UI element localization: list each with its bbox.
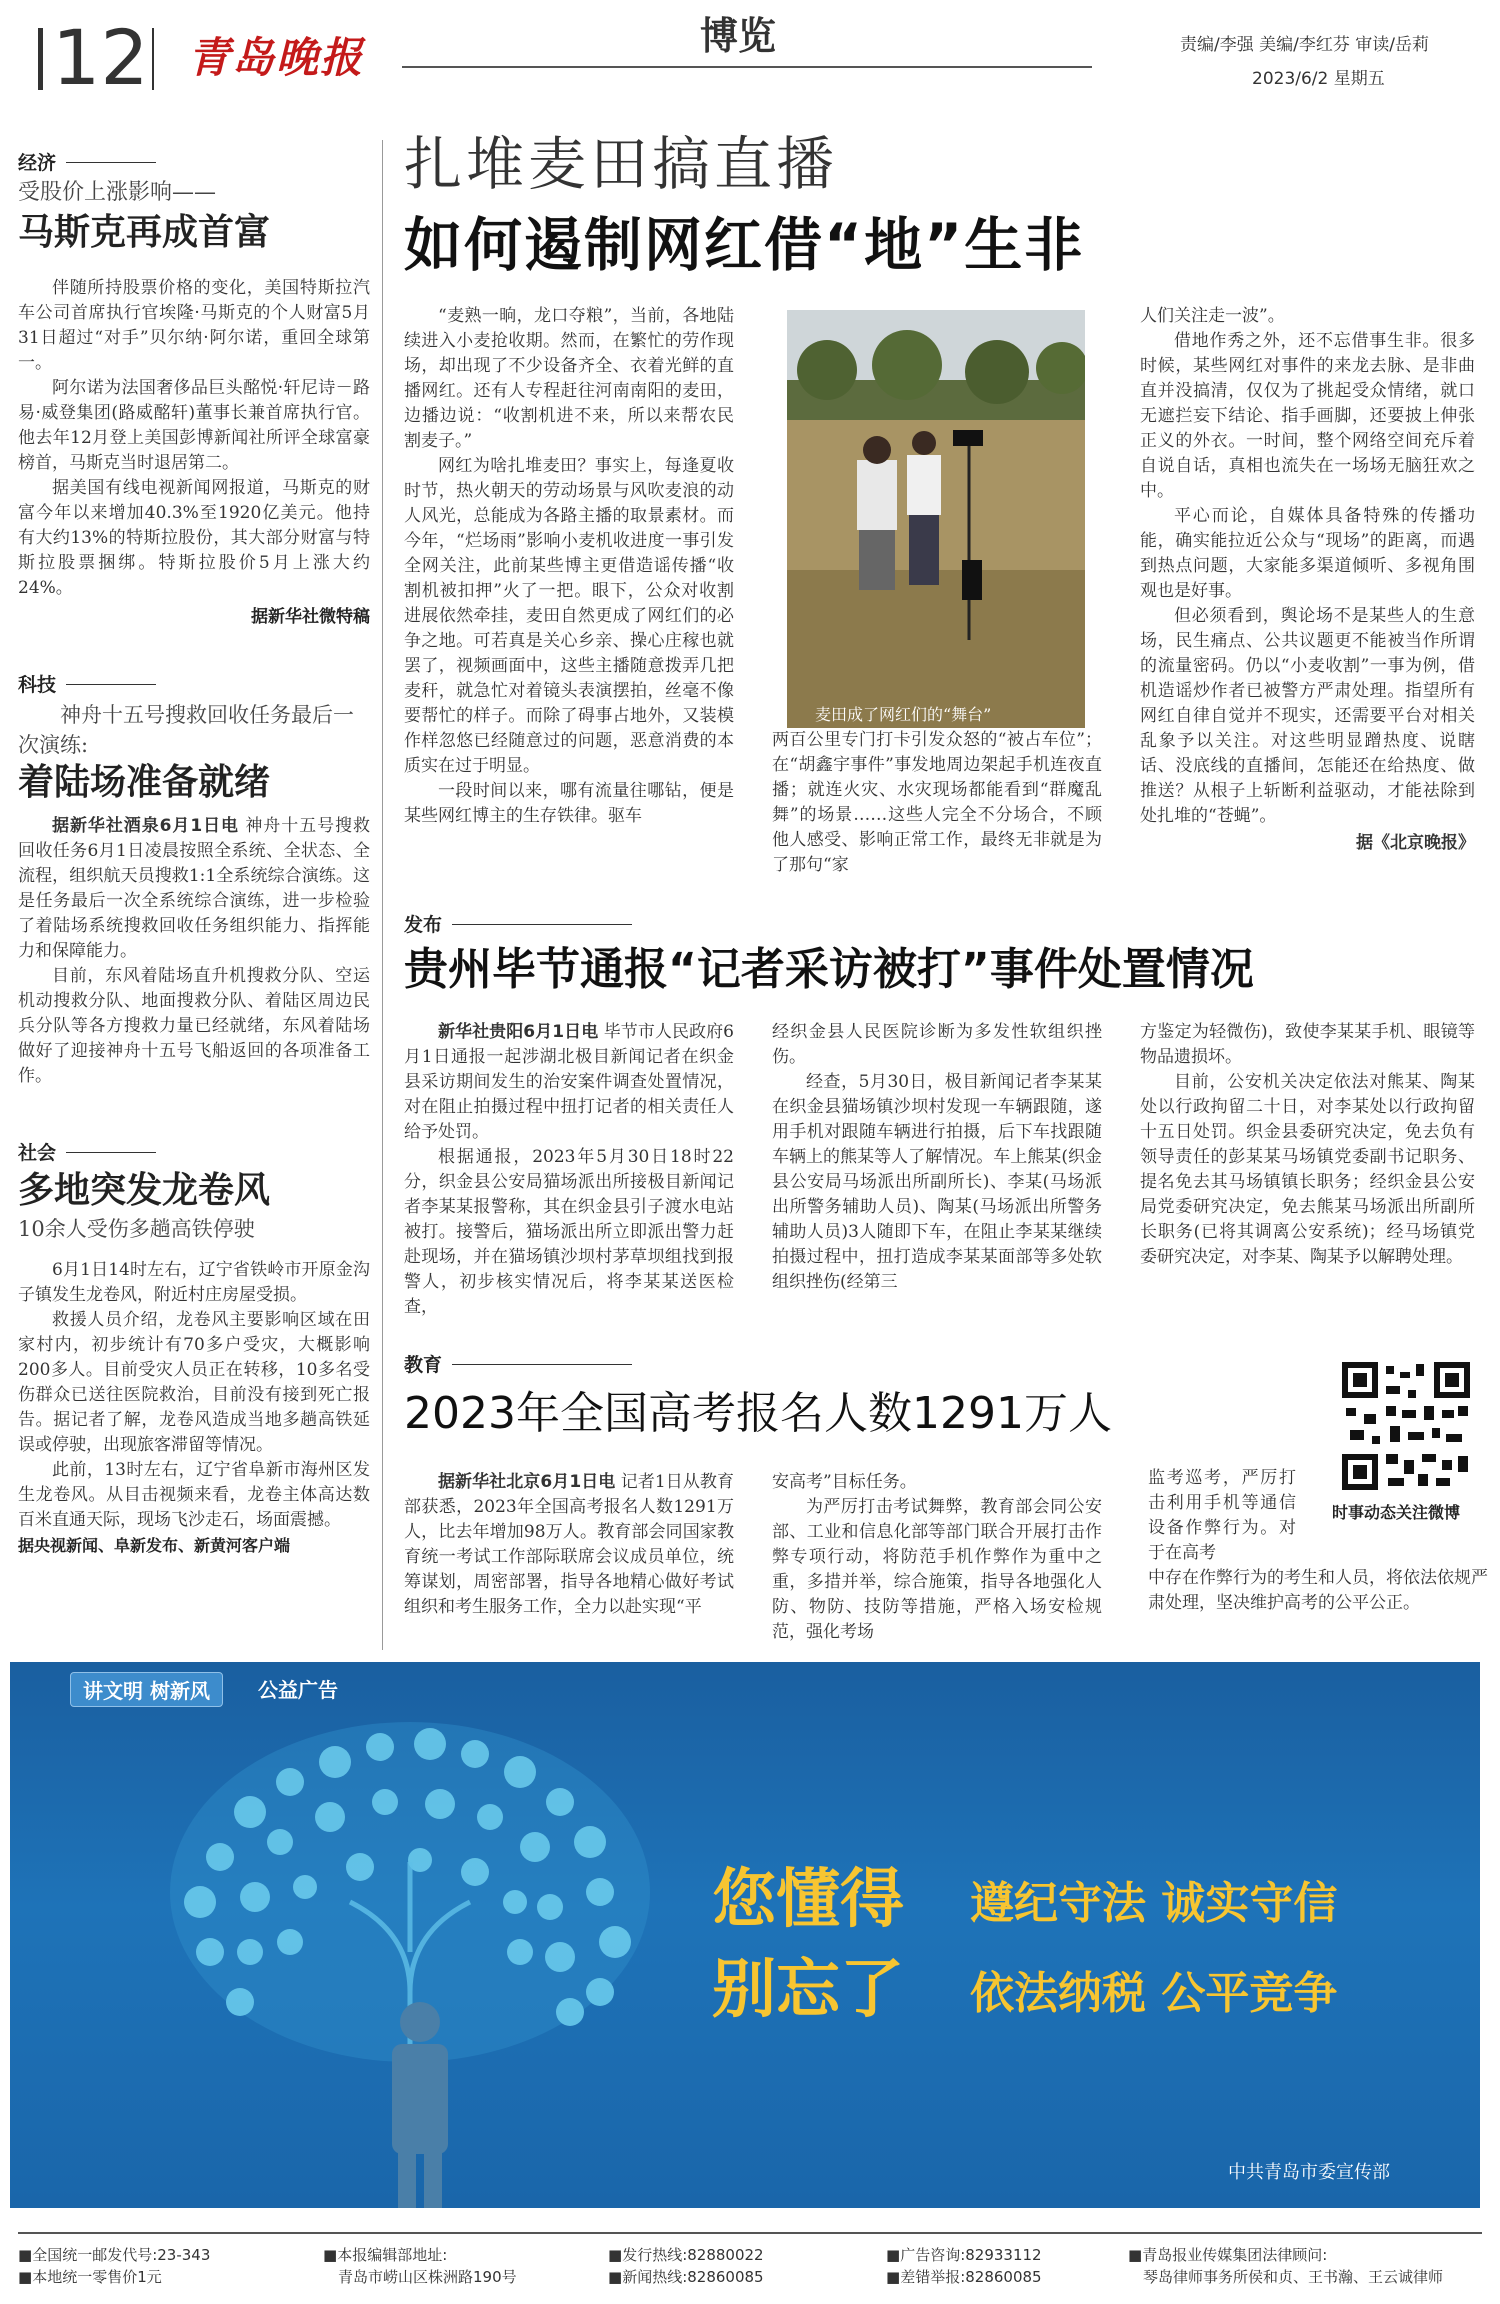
guizhou-paragraph: 方鉴定为轻微伤)，致使李某某手机、眼镜等物品遗损坏。 — [1140, 1022, 1475, 1067]
footer-text: 广告咨询:82933112 — [900, 2246, 1042, 2264]
ad-line1-small: 遵纪守法 诚实守信 — [970, 1878, 1338, 1929]
guizhou-paragraph: 经查，5月30日，极目新闻记者李某某在织金县猫场镇沙坝村发现一车辆跟随，遂用手机对跟随车辆进行拍摄，后下车找跟随车辆上的熊某等人了解情况。车上熊某(织金县公安局马场派出所副所长)、李某(马场派出所警务辅助人员)、陶某(马场派出所警务辅助人员)3人随即下车，在阻止李某某继续拍摄过程中，扭打造成李某某面部等多处软组织挫伤(经第三 — [772, 1072, 1102, 1292]
gaokao-section — [404, 1350, 1304, 1444]
lead-paragraph: 借地作秀之外，还不忘借事生非。很多时候，某些网红对事件的来龙去脉、是非曲直并没搞清，仅仅为了挑起受众情绪，就口无遮拦妄下结论、指手画脚，还要披上伸张正义的外衣。一时间，整个网络空间充斥着自说自话，真相也流失在一场场无脑狂欢之中。 — [1140, 331, 1475, 501]
economy-paragraph: 据美国有线电视新闻网报道，马斯克的财富今年以来增加40.3%至1920亿美元。他持有大约13%的特斯拉股份，其大部分财富与特斯拉股票捆绑。特斯拉股价5月上涨大约24%。 — [18, 478, 370, 598]
lead-paragraph: 但必须看到，舆论场不是某些人的生意场，民生痛点、公共议题更不能被当作所谓的流量密码。仍以“小麦收割”一事为例，借机造谣炒作者已被警方严肃处理。指望所有网红自律自觉并不现实，还需要平台对相关乱象予以关注。对这些明显蹭热度、说瞎话、没底线的直播间，怎能还在给热度、做推送？从根子上斩断利益驱动，才能祛除到处扎堆的“苍蝇”。 — [1140, 606, 1475, 826]
footer-text: 差错举报:82860085 — [900, 2268, 1042, 2286]
gaokao-paragraph: 安高考”目标任务。 — [772, 1472, 917, 1492]
economy-title: 马斯克再成首富 — [18, 212, 271, 253]
guizhou-label: 发布 — [404, 914, 443, 936]
wheat-field-photo — [787, 310, 1085, 728]
gaokao-paragraph: 为严厉打击考试舞弊，教育部会同公安部、工业和信息化部等部门联合开展打击作弊专项行动，将防范手机作弊作为重中之重，多措并举，综合施策，指导各地强化人防、物防、技防等措施，严格入场安检规范，强化考场 — [772, 1497, 1102, 1642]
ad-line1-big: 您懂得 — [712, 1863, 904, 1937]
qr-code[interactable] — [1342, 1362, 1470, 1490]
economy-label: 经济 — [18, 152, 57, 174]
economy-paragraph: 阿尔诺为法国奢侈品巨头酩悦·轩尼诗－路易·威登集团(路威酩轩)董事长兼首席执行官。他去年12月登上美国彭博新闻社所评全球富豪榜首，马斯克当时退居第二。 — [18, 378, 370, 473]
footer-text: 琴岛律师事务所侯和贞、王书瀚、王云诚律师 — [1143, 2268, 1444, 2286]
masthead-bar-left — [38, 28, 43, 90]
footer-rule — [18, 2232, 1482, 2234]
left-column-rule — [382, 140, 383, 1650]
tech-title: 着陆场准备就绪 — [18, 762, 271, 803]
guizhou-paragraph: 毕节市人民政府6月1日通报一起涉湖北极目新闻记者在织金县采访期间发生的治安案件调查处置情况，对在阻止拍摄过程中扭打记者的相关责任人给予处罚。 — [404, 1022, 734, 1142]
hand-tree-illustration — [130, 1692, 690, 2208]
society-paragraph: 6月1日14时左右，辽宁省铁岭市开原金沟子镇发生龙卷风，附近村庄房屋受损。 — [18, 1260, 370, 1305]
masthead — [0, 0, 1500, 112]
tech-label: 科技 — [18, 674, 57, 696]
footer-item: ■本报编辑部地址: 青岛市崂山区株洲路190号 — [323, 2246, 517, 2286]
qr-caption: 时事动态关注微博 — [1332, 1503, 1461, 1522]
ad-tag-type: 公益广告 — [258, 1678, 338, 1702]
society-title: 多地突发龙卷风 — [18, 1170, 271, 1211]
lead-paragraph: 一段时间以来，哪有流量往哪钻，便是某些网红博主的生存铁律。驱车 — [404, 781, 734, 826]
society-label-line — [66, 1152, 156, 1153]
editors: 责编/李强 美编/李红芬 审读/岳莉 — [1180, 35, 1429, 55]
footer-text: 本报编辑部地址: — [337, 2246, 448, 2264]
guizhou-paragraph: 经织金县人民医院诊断为多发性软组织挫伤。 — [772, 1022, 1102, 1067]
guizhou-title: 贵州毕节通报“记者采访被打”事件处置情况 — [404, 944, 1254, 995]
economy-subtitle: 受股价上涨影响—— — [18, 180, 217, 205]
lead-paragraph: 人们关注走一波”。 — [1140, 306, 1285, 326]
society-paragraph: 救援人员介绍，龙卷风主要影响区域在田家村内，初步统计有70多户受灾，大概影响200多人。目前受灾人员正在转移，10多名受伤群众已送往医院救治，目前没有接到死亡报告。据记者了解，龙卷风造成当地多趟高铁延误或停驶，出现旅客滞留等情况。 — [18, 1310, 370, 1455]
gaokao-paragraph: 监考巡考，严厉打击利用手机等通信设备作弊行为。对于在高考 — [1148, 1468, 1296, 1563]
page-number: 12 — [52, 13, 149, 102]
footer-text: 新闻热线:82860085 — [622, 2268, 764, 2286]
ad-tag-slogan: 讲文明 树新风 — [70, 1672, 223, 1707]
guizhou-col3 — [1140, 1020, 1475, 1270]
gaokao-title: 2023年全国高考报名人数1291万人 — [404, 1388, 1112, 1439]
footer — [18, 2244, 1482, 2294]
lead-kicker: 扎堆麦田搞直播 — [404, 130, 839, 198]
gaokao-label-line — [452, 1364, 632, 1365]
economy-paragraph: 伴随所持股票价格的变化，美国特斯拉汽车公司首席执行官埃隆·马斯克的个人财富5月31日超过“对手”贝尔纳·阿尔诺，重回全球第一。 — [18, 278, 370, 373]
guizhou-col2 — [772, 1020, 1102, 1295]
lead-paragraph: 平心而论，自媒体具备特殊的传播功能，确实能拉近公众与“现场”的距离，而遇到热点问题，大家能多渠道倾听、多视角围观也是好事。 — [1140, 506, 1475, 601]
tech-paragraph: 目前，东风着陆场直升机搜救分队、空运机动搜救分队、地面搜救分队、着陆区周边民兵分队等各方搜救力量已经就绪，东风着陆场做好了迎接神舟十五号飞船返回的各项准备工作。 — [18, 966, 370, 1086]
lead-source: 据《北京晚报》 — [1356, 833, 1475, 853]
lead-paragraph: “麦熟一晌，龙口夺粮”，当前，各地陆续进入小麦抢收期。然而，在繁忙的劳作现场，却出现了不少设备齐全、衣着光鲜的直播网红。还有人专程赶往河南南阳的麦田，边播边说：“收割机进不来，所以来帮农民割麦子。” — [404, 306, 734, 451]
qr-code-icon — [1342, 1362, 1470, 1490]
tech-paragraph: 神舟十五号搜救回收任务6月1日凌晨按照全系统、全状态、全流程，组织航天员搜救1:1全系统综合演练。这是任务最后一次全系统综合演练，进一步检验了着陆场系统搜救回收任务组织能力、指挥能力和保障能力。 — [18, 816, 370, 961]
footer-item: ■青岛报业传媒集团法律顾问: 琴岛律师事务所侯和贞、王书瀚、王云诚律师 — [1128, 2246, 1444, 2286]
gaokao-col3b — [1148, 1566, 1488, 1616]
gaokao-col3a — [1148, 1466, 1296, 1566]
economy-label-line — [66, 162, 156, 163]
lead-col3 — [1140, 304, 1475, 856]
footer-text: 发行热线:82880022 — [622, 2246, 764, 2264]
tech-label-line — [66, 684, 156, 685]
footer-item: ■全国统一邮发代号:23-343 ■本地统一零售价1元 — [18, 2246, 211, 2286]
lead-paragraph: 网红为啥扎堆麦田？事实上，每逢夏收时节，热火朝天的劳动场景与风吹麦浪的动人风光，总能成为各路主播的取景素材。而今年，“烂场雨”影响小麦机收进度一事引发全网关注，此前某些博主更借造谣传播“收割机被扣押”火了一把。眼下，公众对收割进展依然牵挂，麦田自然更成了网红们的必争之地。可若真是关心乡亲、操心庄稼也就罢了，视频画面中，这些主播随意拨弄几把麦秆，就急忙对着镜头表演摆拍，丝毫不像要帮忙的样子。而除了碍事占地外，又装模作样忽悠已经随意过的问题，恶意消费的本质实在过于明显。 — [404, 456, 734, 776]
tech-body — [18, 814, 370, 1089]
society-paragraph: 此前，13时左右，辽宁省阜新市海州区发生龙卷风。从目击视频来看，龙卷主体高达数百米直通天际，现场飞沙走石，场面震撼。 — [18, 1460, 370, 1530]
footer-item: ■广告咨询:82933112 ■差错举报:82860085 — [886, 2246, 1042, 2286]
gaokao-col2 — [772, 1470, 1102, 1645]
lead-paragraph: 两百公里专门打卡引发众怒的“被占车位”；在“胡鑫宇事件”事发地周边架起手机连夜直播；就连火灾、水灾现场都能看到“群魔乱舞”的场景……这些人完全不分场合，不顾他人感受、影响正常工作，最终无非就是为了那句“家 — [772, 730, 1102, 875]
society-source: 据央视新闻、阜新发布、新黄河客户端 — [18, 1536, 291, 1555]
footer-item: ■发行热线:82880022 ■新闻热线:82860085 — [608, 2246, 764, 2286]
footer-text: 青岛报业传媒集团法律顾问: — [1142, 2246, 1328, 2264]
gaokao-lead: 据新华社北京6月1日电 — [438, 1472, 616, 1492]
gaokao-label: 教育 — [404, 1354, 443, 1376]
footer-text: 本地统一零售价1元 — [32, 2268, 162, 2286]
tech-subtitle: 神舟十五号搜救回收任务最后一次演练: — [18, 703, 354, 757]
photo-caption: 麦田成了网红们的“舞台” — [815, 705, 992, 724]
gaokao-paragraph: 中存在作弊行为的考生和人员，将依法依规严肃处理，坚决维护高考的公平公正。 — [1148, 1568, 1488, 1613]
public-service-ad — [10, 1662, 1480, 2208]
footer-text: 青岛市崂山区株洲路190号 — [338, 2268, 517, 2286]
guizhou-lead: 新华社贵阳6月1日电 — [438, 1022, 599, 1042]
ad-sponsor: 中共青岛市委宣传部 — [1228, 2162, 1390, 2183]
guizhou-paragraph: 根据通报，2023年5月30日18时22分，织金县公安局猫场派出所接极目新闻记者李某某报警称，其在织金县引子渡水电站被打。接警后，猫场派出所立即派出警力赶赴现场，并在猫场镇沙坝村茅草坝组找到报警人，初步核实情况后，将李某某送医检查， — [404, 1147, 734, 1317]
footer-text: 全国统一邮发代号:23-343 — [32, 2246, 211, 2264]
guizhou-section — [404, 910, 1484, 1000]
society-body — [18, 1258, 370, 1533]
society-subtitle: 10余人受伤多趟高铁停驶 — [18, 1217, 255, 1241]
photo-illustration — [787, 310, 1085, 728]
lead-col2 — [772, 728, 1102, 878]
ad-line2-small: 依法纳税 公平竞争 — [970, 1968, 1338, 2019]
gaokao-col1 — [404, 1470, 734, 1620]
tech-section — [18, 670, 370, 1089]
society-label: 社会 — [18, 1142, 57, 1164]
lead-title: 如何遏制网红借“地”生非 — [404, 211, 1085, 279]
guizhou-paragraph: 目前，公安机关决定依法对熊某、陶某处以行政拘留二十日，对李某处以行政拘留十五日处罚。织金县委研究决定，免去负有领导责任的彭某某马场镇党委副书记职务、提名免去其马场镇镇长职务；经织金县公安局党委研究决定，免去熊某马场派出所副所长职务(已将其调离公安系统)；经马场镇党委研究决定，对李某、陶某予以解聘处理。 — [1140, 1072, 1475, 1267]
guizhou-label-line — [452, 924, 632, 925]
section-title: 博览 — [700, 14, 777, 58]
lead-col1 — [404, 304, 734, 829]
guizhou-col1 — [404, 1020, 734, 1320]
economy-source: 据新华社微特稿 — [251, 607, 370, 627]
issue-date: 2023/6/2 星期五 — [1252, 69, 1385, 89]
society-section — [18, 1138, 370, 1559]
section-underline — [402, 66, 1092, 68]
economy-body — [18, 276, 370, 601]
gaokao-paragraph: 记者1日从教育部获悉，2023年全国高考报名人数1291万人，比去年增加98万人。教育部会同国家教育统一考试工作部际联席会议成员单位，统筹谋划，周密部署，指导各地精心做好考试组织和考生服务工作，全力以赴实现“平 — [404, 1472, 734, 1617]
ad-line2-big: 别忘了 — [712, 1953, 904, 2027]
paper-name: 青岛晚报 — [188, 33, 365, 82]
tech-lead: 据新华社酒泉6月1日电 — [52, 816, 239, 836]
economy-section — [18, 148, 370, 631]
masthead-divider — [152, 28, 154, 90]
